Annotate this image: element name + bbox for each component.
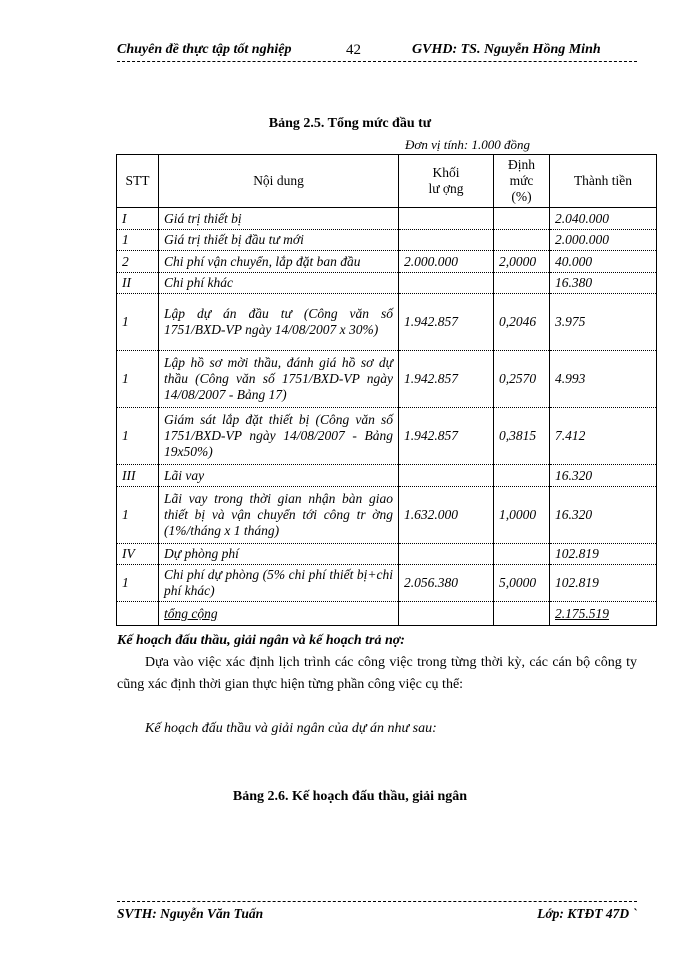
col-qty-header: [399, 155, 494, 208]
row-amount: 2.040.000: [550, 208, 657, 230]
row-amount: 16.380: [550, 273, 657, 294]
col-rate-header-line1: Định: [508, 157, 535, 172]
row-qty: 2.000.000: [399, 251, 494, 273]
row-content: tổng cộng: [159, 602, 399, 626]
table1-unit: Đơn vị tính: 1.000 đồng: [405, 137, 531, 152]
investment-table: [116, 154, 657, 626]
row-rate: [494, 208, 550, 230]
row-content: Chi phí khác: [159, 273, 399, 294]
row-qty: [399, 230, 494, 251]
row-qty: [399, 602, 494, 626]
row-stt: I: [117, 208, 159, 230]
table-row: [117, 544, 657, 565]
row-stt: 1: [117, 408, 159, 465]
table-row: [117, 565, 657, 602]
col-qty-header-line2: lư ợng: [428, 181, 464, 196]
row-content: Lãi vay: [159, 465, 399, 487]
row-amount: 16.320: [550, 487, 657, 544]
row-rate: [494, 273, 550, 294]
col-qty-header-line1: Khối: [432, 165, 460, 180]
row-content: Dự phòng phí: [159, 544, 399, 565]
table-row: [117, 208, 657, 230]
col-amount-header: Thành tiền: [550, 155, 657, 208]
row-stt: IV: [117, 544, 159, 565]
section-intro: Kế hoạch đấu thầu và giải ngân của dự án như sau:: [145, 721, 437, 736]
row-amount: 2.000.000: [550, 230, 657, 251]
table-row: [117, 408, 657, 465]
table-row: [117, 487, 657, 544]
row-rate: 1,0000: [494, 487, 550, 544]
section-heading: Kế hoạch đấu thầu, giải ngân và kế hoạch trả nợ:: [117, 633, 405, 648]
row-stt: II: [117, 273, 159, 294]
row-stt: 1: [117, 565, 159, 602]
col-rate-header: [494, 155, 550, 208]
row-content: Chi phí dự phòng (5% chi phí thiết bị+chi phí khác): [159, 565, 399, 602]
row-qty: 1.942.857: [399, 408, 494, 465]
row-rate: 0,3815: [494, 408, 550, 465]
row-qty: 2.056.380: [399, 565, 494, 602]
row-qty: [399, 544, 494, 565]
table-row: [117, 251, 657, 273]
row-qty: [399, 208, 494, 230]
row-stt: [117, 602, 159, 626]
table-header-row: [117, 155, 657, 208]
row-rate: 0,2046: [494, 294, 550, 351]
row-content: Chi phí vận chuyển, lắp đặt ban đầu: [159, 251, 399, 273]
col-stt-header: STT: [117, 155, 159, 208]
row-rate: 5,0000: [494, 565, 550, 602]
row-stt: 1: [117, 294, 159, 351]
row-stt: 1: [117, 351, 159, 408]
row-content: Lập hồ sơ mời thầu, đánh giá hồ sơ dự thầu (Công văn số 1751/BXD-VP ngày 14/08/2007 - Bảng 17): [159, 351, 399, 408]
col-rate-header-line3: (%): [511, 189, 532, 204]
row-rate: 2,0000: [494, 251, 550, 273]
row-qty: 1.942.857: [399, 294, 494, 351]
table-row: [117, 273, 657, 294]
row-amount: 3.975: [550, 294, 657, 351]
footer-divider: [117, 901, 637, 902]
row-amount: 7.412: [550, 408, 657, 465]
row-stt: 1: [117, 230, 159, 251]
row-stt: 1: [117, 487, 159, 544]
row-amount: 4.993: [550, 351, 657, 408]
row-amount: 16.320: [550, 465, 657, 487]
row-qty: 1.942.857: [399, 351, 494, 408]
row-content: Lãi vay trong thời gian nhận bàn giao thiết bị và vận chuyển tới công tr ờng (1%/tháng x 1 tháng): [159, 487, 399, 544]
row-rate: [494, 465, 550, 487]
row-rate: [494, 602, 550, 626]
col-content-header: Nội dung: [159, 155, 399, 208]
row-stt: 2: [117, 251, 159, 273]
section-paragraph: Dựa vào việc xác định lịch trình các công việc trong từng thời kỳ, các cán bộ công ty cũng xác định thời gian thực hiện từng phần công việc cụ thể:: [117, 655, 637, 692]
header-advisor: GVHD: TS. Nguyễn Hồng Minh: [412, 42, 601, 57]
table-row: [117, 465, 657, 487]
table-row: [117, 294, 657, 351]
row-qty: 1.632.000: [399, 487, 494, 544]
table-total-row: [117, 602, 657, 626]
col-rate-header-line2: mức: [509, 173, 534, 188]
table-row: [117, 230, 657, 251]
row-rate: [494, 230, 550, 251]
row-amount: 102.819: [550, 565, 657, 602]
table1-title: Bảng 2.5. Tổng mức đầu tư: [268, 116, 432, 131]
footer-class: Lớp: KTĐT 47D `: [537, 906, 637, 921]
row-content: Lập dự án đầu tư (Công văn số 1751/BXD-VP ngày 14/08/2007 x 30%): [159, 294, 399, 351]
header-divider: [117, 61, 637, 62]
row-rate: 0,2570: [494, 351, 550, 408]
row-qty: [399, 273, 494, 294]
header-course-title: Chuyên đề thực tập tốt nghiệp: [117, 42, 292, 57]
row-amount: 102.819: [550, 544, 657, 565]
row-stt: III: [117, 465, 159, 487]
row-content: Giám sát lắp đặt thiết bị (Công văn số 1751/BXD-VP ngày 14/08/2007 - Bảng 19x50%): [159, 408, 399, 465]
row-rate: [494, 544, 550, 565]
table2-title: Bảng 2.6. Kế hoạch đấu thầu, giải ngân: [232, 789, 468, 804]
row-content: Giá trị thiết bị: [159, 208, 399, 230]
row-amount: 2.175.519: [550, 602, 657, 626]
row-content: Giá trị thiết bị đầu tư mới: [159, 230, 399, 251]
table-row: [117, 351, 657, 408]
row-qty: [399, 465, 494, 487]
page-number: 42: [346, 42, 361, 58]
row-amount: 40.000: [550, 251, 657, 273]
footer-student: SVTH: Nguyễn Văn Tuấn: [117, 906, 264, 921]
